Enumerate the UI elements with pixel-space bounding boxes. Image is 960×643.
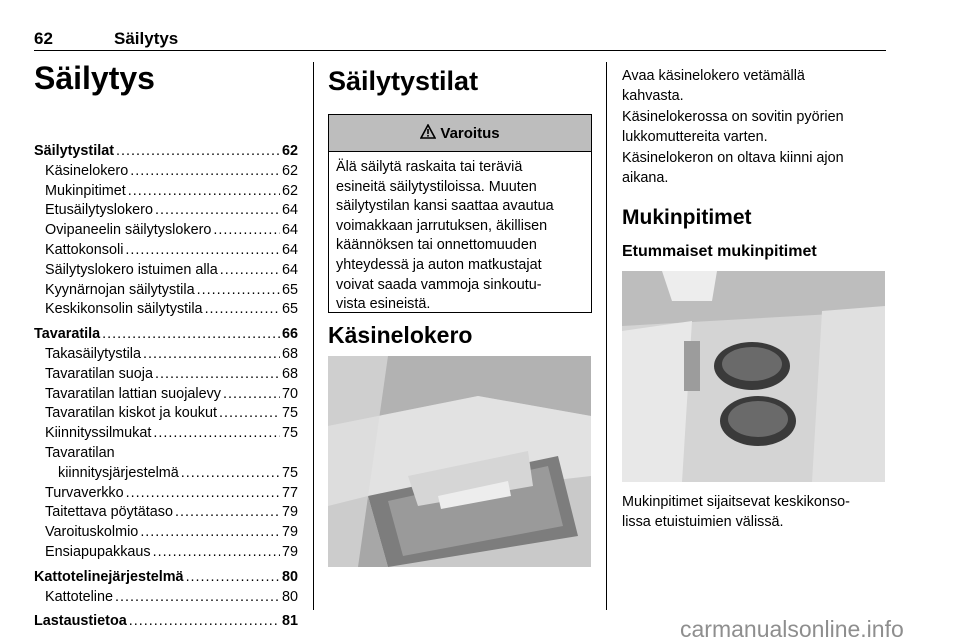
- toc-entry-page: 68: [281, 345, 298, 362]
- toc-entry[interactable]: [34, 162, 298, 182]
- warning-header: [329, 115, 591, 152]
- text-line: voivat saada vammoja sinkoutu-: [336, 276, 542, 293]
- toc-entry[interactable]: [34, 261, 298, 281]
- toc-entry-page: 79: [281, 524, 298, 541]
- front-cupholders-heading: Etummaiset mukinpitimet: [622, 243, 817, 260]
- toc-leader-dots: [153, 424, 280, 444]
- toc-entry-page: 65: [281, 281, 298, 298]
- toc-entry-page: 62: [281, 182, 298, 199]
- page-header: [34, 28, 886, 51]
- toc-leader-dots: [223, 385, 280, 405]
- toc-entry-page: 80: [281, 588, 298, 605]
- text-line: käännöksen tai onnettomuuden: [336, 237, 537, 254]
- toc-entry-label: Tavaratilan suoja: [45, 365, 153, 382]
- toc-entry-page: 64: [281, 202, 298, 219]
- warning-box: [328, 114, 592, 313]
- toc-leader-dots: [205, 300, 280, 320]
- cupholder-caption: [622, 493, 892, 532]
- toc-entry-page: 65: [281, 301, 298, 318]
- text-line: kahvasta.: [622, 87, 684, 104]
- toc-entry-page: 80: [281, 568, 298, 585]
- toc-leader-dots: [153, 543, 280, 563]
- toc-entry-label: Säilytystilat: [34, 143, 114, 159]
- column-divider-left: [313, 62, 314, 610]
- toc-entry-label: Tavaratila: [34, 326, 101, 343]
- toc-entry-label: Tavaratilan: [45, 444, 115, 461]
- toc-leader-dots: [220, 261, 280, 281]
- toc-entry-label: Tavaratilan lattian suojalevy: [45, 385, 221, 402]
- toc-entry-page: 66: [281, 326, 298, 343]
- toc-entry[interactable]: [34, 612, 298, 632]
- toc-entry-label: Säilytyslokero istuimen alla: [45, 261, 218, 278]
- toc-leader-dots: [143, 345, 280, 365]
- warning-triangle-icon: [420, 124, 440, 143]
- toc-entry-page: 79: [281, 543, 298, 560]
- toc-entry[interactable]: [34, 523, 298, 543]
- toc-entry-page: 79: [281, 504, 298, 521]
- toc-entry-page: 75: [281, 405, 298, 422]
- text-line: säilytystilan kansi saattaa avautua: [336, 198, 554, 215]
- toc-entry[interactable]: [34, 543, 298, 563]
- toc-entry[interactable]: [34, 503, 298, 523]
- toc-entry-label: Ovipaneelin säilytyslokero: [45, 222, 212, 239]
- chapter-title: Säilytys: [34, 60, 155, 96]
- toc-entry[interactable]: [34, 281, 298, 301]
- toc-entry[interactable]: [34, 142, 298, 162]
- toc-entry-label: Lastaustietoa: [34, 613, 127, 630]
- toc-entry-page: 75: [281, 464, 298, 481]
- toc-entry-page: 62: [281, 143, 298, 159]
- toc-entry-label: Taitettava pöytätaso: [45, 504, 173, 521]
- toc-leader-dots: [155, 201, 280, 221]
- toc-entry-label: Mukinpitimet: [45, 182, 126, 199]
- toc-leader-dots: [186, 568, 280, 588]
- toc-entry-label: Kyynärnojan säilytystila: [45, 281, 195, 298]
- paragraph-open-glovebox: [622, 67, 892, 106]
- section-title: Säilytystilat: [328, 66, 479, 96]
- toc-leader-dots: [175, 503, 280, 523]
- text-line: vista esineistä.: [336, 296, 431, 313]
- toc-leader-dots: [213, 221, 280, 241]
- toc-entry-page: 81: [281, 613, 298, 630]
- toc-leader-dots: [115, 588, 280, 608]
- toc-entry-label: Turvaverkko: [45, 484, 124, 501]
- toc-entry[interactable]: [34, 424, 298, 444]
- toc-entry[interactable]: [34, 300, 298, 320]
- toc-leader-dots: [125, 241, 280, 261]
- toc-entry-label: Keskikonsolin säilytystila: [45, 301, 203, 318]
- toc-leader-dots: [140, 523, 280, 543]
- text-line: lissa etuistuimien välissä.: [622, 513, 784, 530]
- toc-entry-page: 70: [281, 385, 298, 402]
- text-line: voimakkaan jarrutuksen, äkillisen: [336, 217, 548, 234]
- toc-entry[interactable]: [34, 568, 298, 588]
- glovebox-photo: [328, 356, 591, 567]
- toc-leader-dots: [116, 142, 280, 162]
- toc-entry-label: Kattotelinejärjestelmä: [34, 568, 184, 585]
- toc-entry-page: 62: [281, 162, 298, 179]
- toc-entry-page: 64: [281, 261, 298, 278]
- toc-leader-dots: [197, 281, 280, 301]
- toc-entry[interactable]: [34, 345, 298, 365]
- toc-entry-label: Ensiapupakkaus: [45, 543, 151, 560]
- toc-entry[interactable]: [34, 182, 298, 202]
- header-title: Säilytys: [114, 29, 179, 48]
- text-line: lukkomuttereita varten.: [622, 128, 768, 145]
- text-line: Avaa käsinelokero vetämällä: [622, 68, 805, 84]
- toc-leader-dots: [219, 404, 280, 424]
- toc-entry-label: Kattoteline: [45, 588, 114, 605]
- toc-entry[interactable]: [34, 444, 298, 464]
- toc-entry-label: Etusäilytyslokero: [45, 202, 153, 219]
- warning-title: Varoitus: [440, 124, 500, 142]
- text-line: aikana.: [622, 169, 669, 186]
- toc-leader-dots: [155, 365, 280, 385]
- text-line: esineitä säilytystiloissa. Muuten: [336, 178, 537, 195]
- toc-entry[interactable]: [34, 241, 298, 261]
- text-line: Älä säilytä raskaita tai teräviä: [336, 159, 523, 175]
- toc-leader-dots: [181, 464, 280, 484]
- toc-entry[interactable]: [34, 385, 298, 405]
- page-number: 62: [34, 29, 53, 48]
- toc-leader-dots: [126, 484, 280, 504]
- toc-entry[interactable]: [34, 588, 298, 608]
- toc-leader-dots: [130, 162, 280, 182]
- cupholders-heading: Mukinpitimet: [622, 206, 752, 229]
- toc-entry-label: Kiinnityssilmukat: [45, 425, 152, 442]
- paragraph-keep-closed: [622, 149, 892, 188]
- toc-entry-label: Varoituskolmio: [45, 524, 139, 541]
- toc-entry[interactable]: [34, 221, 298, 241]
- paragraph-adapter: [622, 108, 892, 147]
- text-line: Käsinelokerossa on sovitin pyörien: [622, 109, 844, 125]
- toc-leader-dots: [102, 325, 280, 345]
- glovebox-heading: Käsinelokero: [328, 322, 473, 348]
- toc-entry-label: Kattokonsoli: [45, 241, 124, 258]
- toc-entry-label: Takasäilytystila: [45, 345, 141, 362]
- toc-entry[interactable]: [34, 464, 298, 484]
- toc-entry-page: 75: [281, 425, 298, 442]
- warning-text: [329, 152, 591, 315]
- toc-entry-page: 77: [281, 484, 298, 501]
- toc-entry[interactable]: [34, 484, 298, 504]
- toc-entry-page: 64: [281, 241, 298, 258]
- toc-entry-page: 68: [281, 365, 298, 382]
- text-line: Käsinelokeron on oltava kiinni ajon: [622, 150, 844, 166]
- toc-entry-page: 64: [281, 222, 298, 239]
- toc-entry[interactable]: [34, 201, 298, 221]
- text-line: yhteydessä ja auton matkustajat: [336, 256, 542, 273]
- toc-entry[interactable]: [34, 325, 298, 345]
- toc-leader-dots: [129, 612, 280, 632]
- toc-entry[interactable]: [34, 404, 298, 424]
- toc-entry-label: Käsinelokero: [45, 162, 129, 179]
- text-line: Mukinpitimet sijaitsevat keskikonso-: [622, 494, 850, 510]
- cupholder-photo: [622, 271, 885, 482]
- toc-leader-dots: [128, 182, 280, 202]
- column-divider-right: [606, 62, 607, 610]
- toc-entry[interactable]: [34, 365, 298, 385]
- table-of-contents: [34, 142, 298, 632]
- watermark: carmanualsonline.info: [680, 616, 904, 642]
- toc-entry-label: Tavaratilan kiskot ja koukut: [45, 405, 217, 422]
- toc-entry-label: kiinnitysjärjestelmä: [58, 464, 179, 481]
